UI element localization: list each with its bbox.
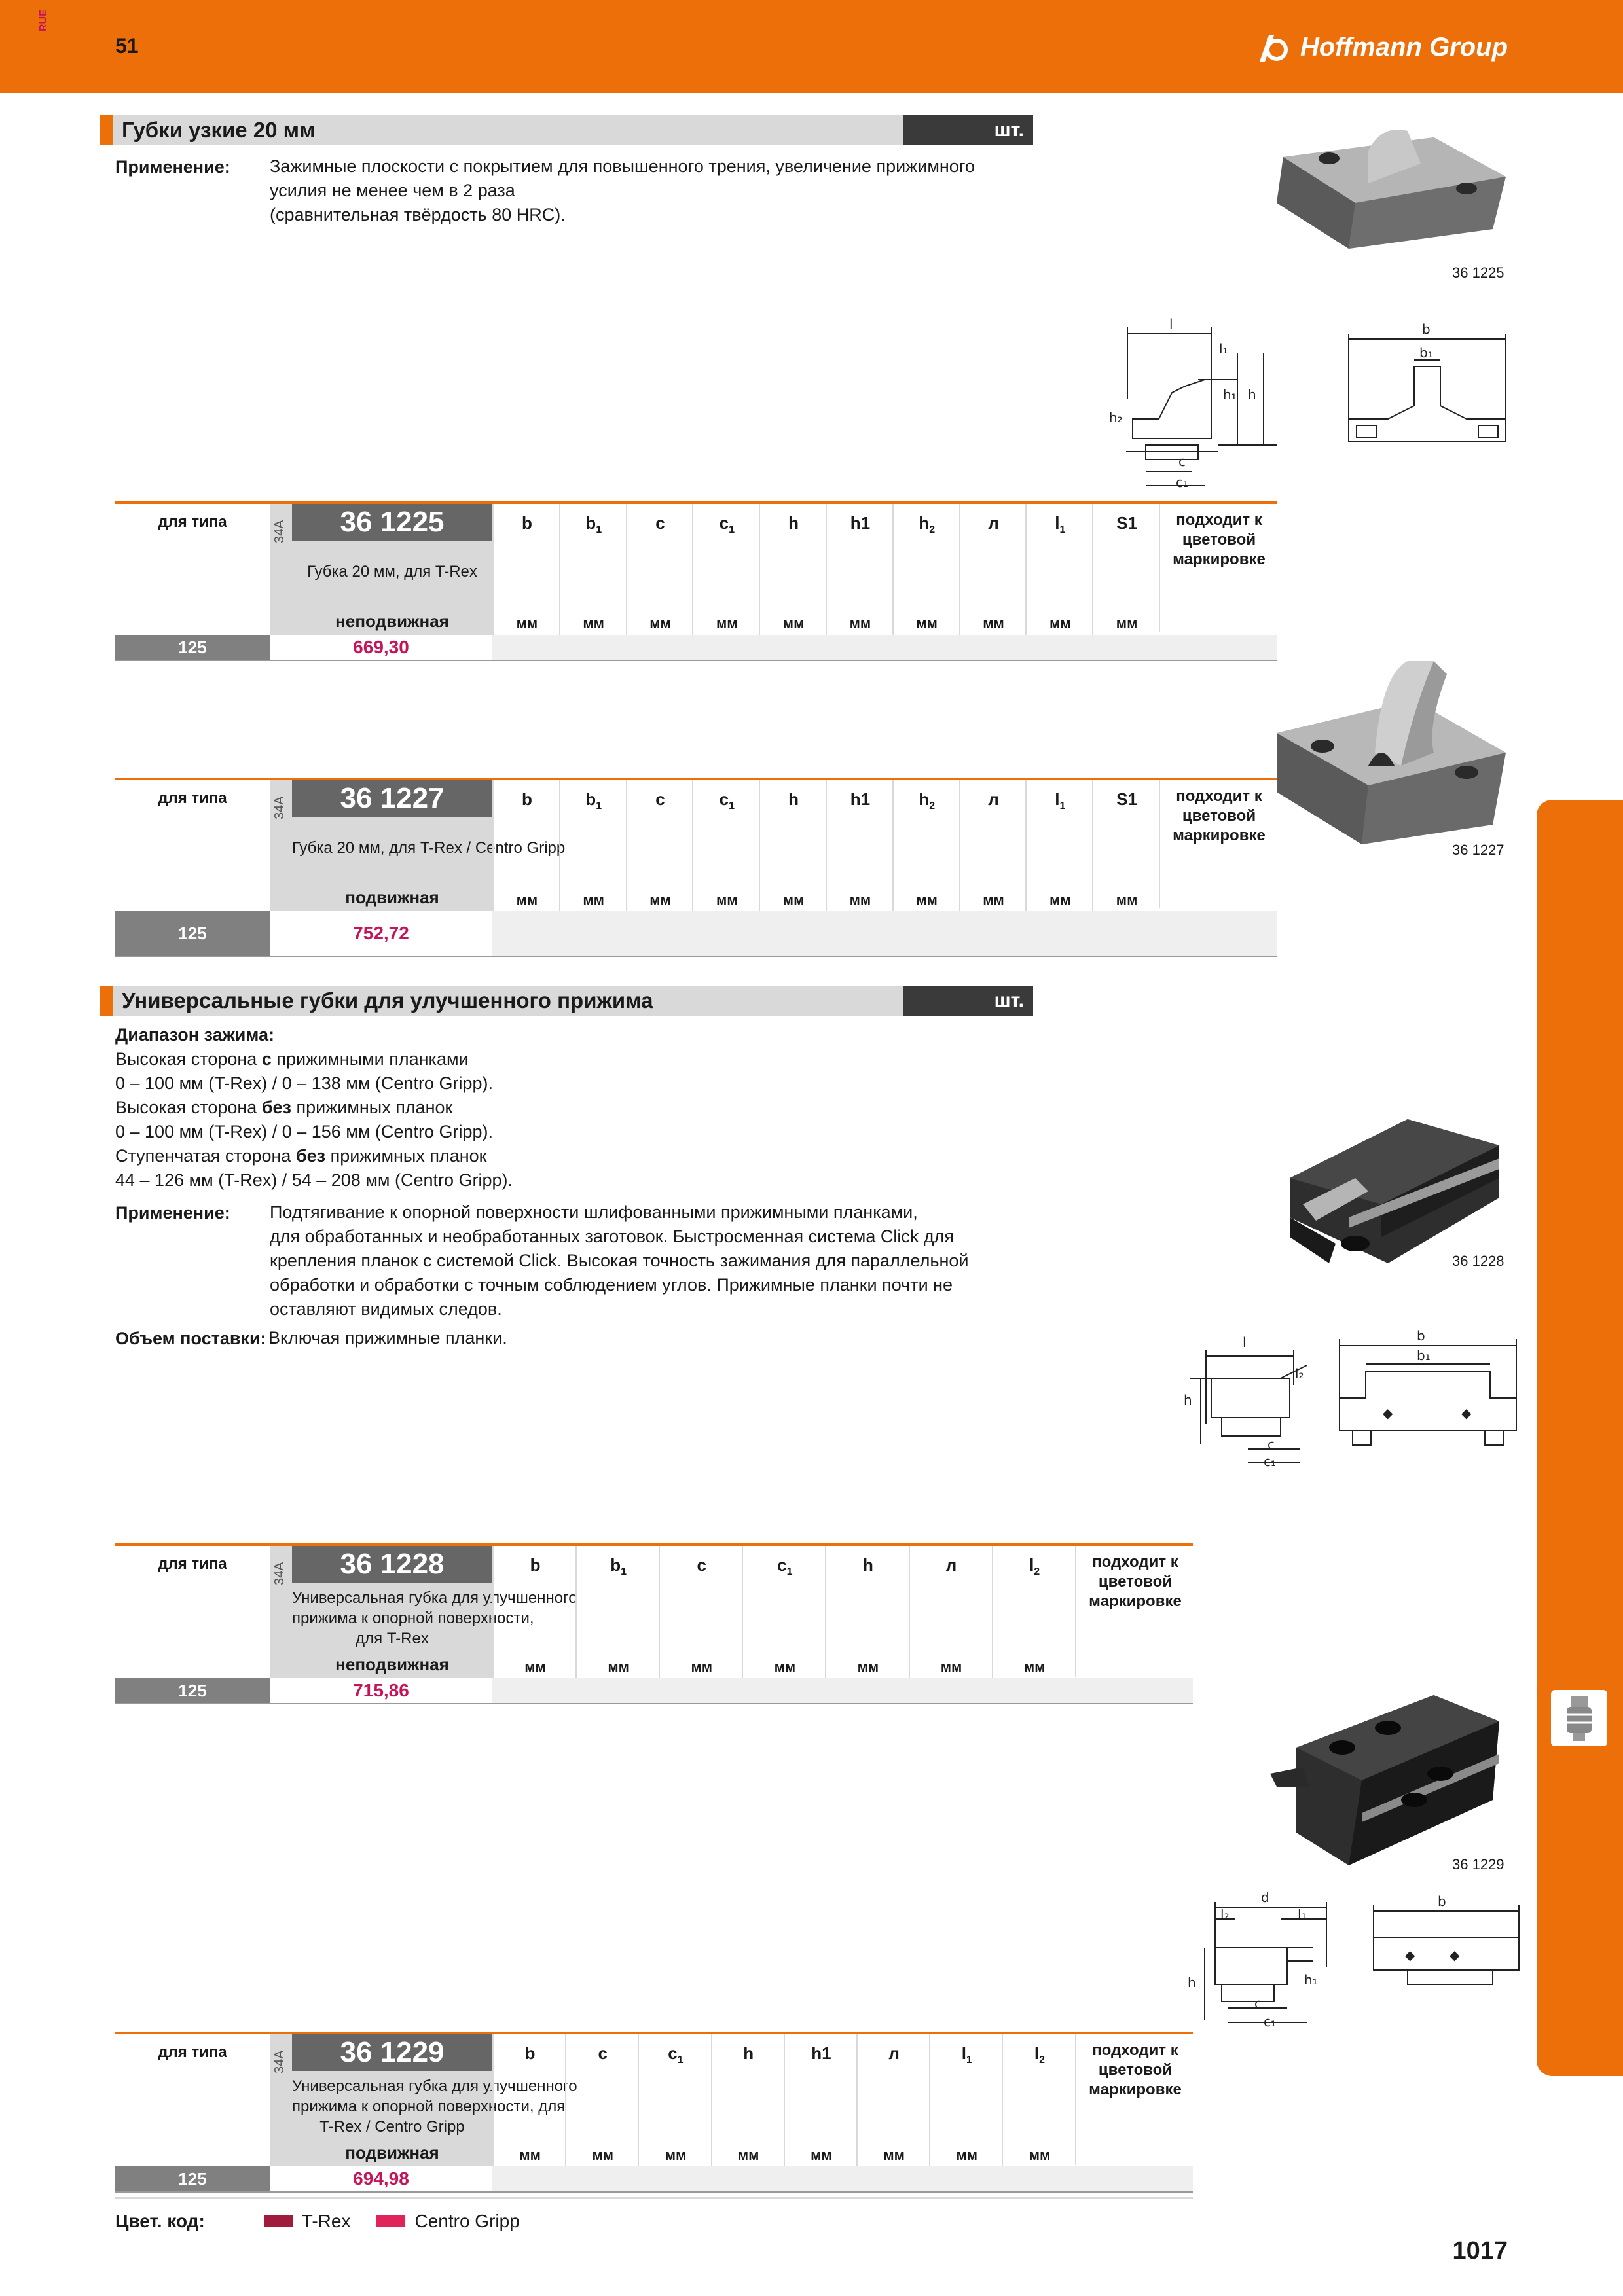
svg-text:h₂: h₂ (1109, 410, 1123, 425)
product-table-361228 (115, 1543, 1193, 1704)
dim-unit: мм (849, 891, 871, 908)
drawing-front-view-361228 (1333, 1326, 1523, 1457)
dim-header: $b_1$ (585, 513, 602, 536)
price-row (115, 2166, 1193, 2191)
svg-text:h: h (1188, 1975, 1196, 1990)
svg-text:◆: ◆ (1450, 1947, 1460, 1963)
dim-unit: мм (1049, 891, 1071, 908)
price-row (115, 635, 1277, 660)
legend-label: Цвет. код: (115, 2211, 205, 2231)
type-value: 125 (115, 1678, 270, 1703)
section-header-narrow-jaws (100, 115, 1033, 145)
dim-header: h1 (850, 789, 871, 809)
dim-header: $l_2$ (1034, 2043, 1046, 2066)
clamping-range-text (115, 1047, 513, 1193)
dim-header: b (521, 789, 532, 809)
type-value: 125 (115, 2166, 270, 2191)
language-code: RUE (38, 9, 49, 31)
catalog-code: 34A (272, 520, 287, 543)
price-value[interactable]: 715,86 (353, 1680, 409, 1700)
trex-swatch (264, 2215, 293, 2227)
movability-label: неподвижная (335, 1655, 449, 1674)
dim-header: $b_1$ (585, 789, 602, 812)
centro-swatch (376, 2215, 405, 2227)
svg-text:◆: ◆ (1461, 1405, 1472, 1421)
dim-unit: мм (1116, 615, 1138, 632)
dim-unit: мм (774, 1659, 796, 1675)
svg-text:l₁: l₁ (1298, 1907, 1307, 1922)
dim-header: $l_1$ (1055, 513, 1066, 536)
article-description: Губка 20 мм, для T-Rex / Centro Gripp (292, 839, 566, 857)
dim-header: c (655, 513, 665, 533)
dim-header: h (743, 2043, 754, 2063)
text-line: Высокая сторона без прижимных планок (115, 1098, 453, 1117)
supply-label: Объем поставки: (115, 1329, 266, 1348)
image-code: 36 1227 (1452, 842, 1504, 858)
dim-header: h (788, 789, 799, 809)
dim-unit: мм (583, 891, 604, 908)
svg-text:c₁: c₁ (1264, 1454, 1277, 1469)
color-fit-header: подходит к цветовой маркировке (1159, 780, 1278, 908)
legend-item-centro (376, 2211, 519, 2232)
product-table-361225 (115, 501, 1277, 661)
movability-label: неподвижная (335, 611, 449, 631)
for-type-label: для типа (158, 1555, 227, 1573)
dim-unit: мм (811, 2147, 832, 2163)
dim-unit: мм (608, 1659, 629, 1675)
image-code: 36 1228 (1452, 1253, 1504, 1269)
dim-header: $l_1$ (1055, 789, 1066, 812)
svg-text:b: b (1417, 1328, 1425, 1344)
drawing-front-view-361225 (1342, 321, 1512, 452)
clamping-range-label: Диапазон зажима: (115, 1025, 274, 1045)
section-marker (100, 986, 113, 1016)
color-fit-header: подходит к цветовой маркировке (1075, 1546, 1194, 1677)
dim-unit: мм (516, 891, 538, 908)
article-description: Универсальная губка для улучшенного прижима к опорной поверхности, для T-Rex / Centro Gripp (292, 2077, 577, 2136)
brand-logo (1257, 30, 1508, 64)
dim-unit: мм (737, 2147, 759, 2163)
svg-text:c₁: c₁ (1264, 2014, 1277, 2030)
dim-unit: мм (849, 615, 871, 632)
dim-unit: мм (592, 2147, 614, 2163)
svg-text:l₂: l₂ (1220, 1907, 1230, 1922)
dim-unit: мм (1029, 2147, 1051, 2163)
product-image-361225 (1270, 118, 1519, 255)
unit-label: шт. (903, 115, 1033, 145)
dim-unit: мм (983, 615, 1004, 632)
dim-header: h (862, 1555, 873, 1575)
top-bar (0, 0, 1623, 93)
text-line: Ступенчатая сторона без прижимных планок (115, 1146, 487, 1166)
dim-header: $l_2$ (1029, 1555, 1040, 1578)
dim-unit: мм (940, 1659, 962, 1675)
dim-unit: мм (1023, 1659, 1046, 1675)
legend-item-label: Centro Gripp (414, 2211, 520, 2231)
dim-unit: мм (782, 891, 805, 908)
image-code: 36 1229 (1452, 1856, 1504, 1873)
price-row (115, 911, 1277, 956)
svg-text:h: h (1248, 387, 1256, 403)
dim-unit: мм (524, 1659, 546, 1675)
type-value: 125 (115, 635, 270, 660)
article-description: Губка 20 мм, для T-Rex (307, 563, 477, 581)
svg-text:l: l (1243, 1335, 1247, 1350)
svg-text:h₁: h₁ (1304, 1972, 1318, 1988)
dim-header: $l_1$ (961, 2043, 972, 2066)
dim-unit: мм (857, 1659, 879, 1675)
dim-unit: мм (983, 891, 1004, 908)
dim-header: b (530, 1555, 541, 1575)
svg-text:◆: ◆ (1405, 1947, 1415, 1963)
dim-unit: мм (649, 891, 671, 908)
catalog-code: 34A (272, 1562, 287, 1585)
dim-unit: мм (1049, 615, 1071, 632)
supply-text: Включая прижимные планки. (268, 1328, 507, 1348)
drawing-front-view-361229 (1368, 1892, 1525, 2009)
type-value: 125 (115, 911, 270, 956)
dim-unit: мм (883, 2147, 905, 2163)
dim-header: c (697, 1555, 706, 1575)
dim-unit: мм (916, 891, 938, 908)
chapter-side-tab[interactable] (1537, 800, 1623, 2076)
legend-item-trex (264, 2211, 351, 2232)
price-value[interactable]: 669,30 (353, 637, 409, 657)
price-value[interactable]: 752,72 (353, 923, 409, 943)
section-title: Универсальные губки для улучшенного прижима (113, 986, 903, 1016)
product-image-361227 (1270, 655, 1519, 844)
dim-header: $h_2$ (919, 789, 936, 812)
dim-header: b (521, 513, 532, 533)
dim-unit: мм (716, 891, 738, 908)
svg-text:c: c (1178, 454, 1186, 469)
unit-label: шт. (903, 986, 1033, 1016)
catalog-code: 34A (272, 2050, 287, 2073)
legend-item-label: T-Rex (301, 2211, 351, 2231)
dim-header: S1 (1116, 513, 1137, 533)
dim-header: h (788, 513, 799, 533)
hoffmann-logo-icon (1257, 33, 1296, 62)
dim-header: h1 (850, 513, 871, 533)
text-line: Зажимные плоскости с покрытием для повышенного трения, увеличение прижимного (270, 156, 976, 176)
dim-header: $c_1$ (668, 2043, 684, 2066)
dim-unit: мм (519, 2147, 541, 2163)
svg-text:d: d (1261, 1890, 1269, 1905)
application-label: Применение: (115, 157, 230, 177)
price-value[interactable]: 694,98 (353, 2168, 409, 2189)
text-line: 0 – 100 мм (T-Rex) / 0 – 156 мм (Centro Gripp). (115, 1122, 493, 1141)
price-row (115, 1678, 1193, 1703)
for-type-label: для типа (158, 513, 227, 531)
dim-header: $h_2$ (919, 513, 936, 536)
section-title: Губки узкие 20 мм (113, 115, 903, 145)
dim-unit: мм (691, 1659, 713, 1675)
drawing-side-view-361225 (1106, 314, 1290, 491)
article-number: 36 1228 (292, 1546, 492, 1583)
svg-text:b₁: b₁ (1419, 345, 1433, 361)
article-number: 36 1225 (292, 504, 492, 541)
dim-unit: мм (665, 2147, 687, 2163)
dim-unit: мм (782, 615, 805, 632)
dim-unit: мм (716, 615, 738, 632)
dim-unit: мм (583, 615, 604, 632)
section-header-universal-jaws (100, 986, 1033, 1016)
text-line: 0 – 100 мм (T-Rex) / 0 – 138 мм (Centro Gripp). (115, 1073, 493, 1093)
article-cell (270, 780, 566, 911)
dim-header: $b_1$ (610, 1555, 627, 1578)
for-type-label: для типа (158, 2043, 227, 2061)
svg-text:l: l (1169, 316, 1173, 332)
svg-text:h: h (1184, 1392, 1192, 1408)
dim-header: h1 (811, 2043, 831, 2063)
text-line: усилия не менее чем в 2 раза (270, 181, 515, 200)
dim-header: c (598, 2043, 608, 2063)
svg-text:c₁: c₁ (1176, 475, 1189, 490)
dim-header: $c_1$ (777, 1555, 793, 1578)
dim-header: л (988, 513, 999, 533)
dim-header: S1 (1116, 789, 1137, 809)
article-number: 36 1229 (292, 2034, 492, 2071)
drawing-side-view-361228 (1182, 1333, 1313, 1470)
movability-label: подвижная (345, 2143, 439, 2162)
dim-header: $c_1$ (719, 513, 735, 536)
brand-name: Hoffmann Group (1300, 32, 1508, 62)
dim-header: л (988, 789, 999, 809)
svg-text:c: c (1254, 1996, 1262, 2011)
footer-separator (115, 2197, 1193, 2199)
for-type-label: для типа (158, 789, 227, 807)
movability-label: подвижная (345, 888, 439, 907)
image-code: 36 1225 (1452, 264, 1504, 281)
svg-text:l₂: l₂ (1295, 1366, 1304, 1382)
article-cell (270, 504, 492, 635)
dim-unit: мм (916, 615, 938, 632)
product-table-361227 (115, 778, 1277, 957)
color-fit-header: подходит к цветовой маркировке (1159, 504, 1278, 632)
article-description: Универсальная губка для улучшенного прижима к опорной поверхности, для T-Rex (292, 1589, 577, 1647)
dim-header: c (655, 789, 665, 809)
dim-unit: мм (1116, 891, 1138, 908)
svg-text:b₁: b₁ (1417, 1348, 1431, 1363)
section-marker (100, 115, 113, 145)
dim-header: л (888, 2043, 900, 2063)
color-fit-header: подходит к цветовой маркировке (1075, 2034, 1194, 2165)
svg-text:h₁: h₁ (1223, 387, 1237, 403)
chuck-jaw-icon (1551, 1690, 1607, 1746)
svg-text:b: b (1422, 321, 1431, 337)
dim-unit: мм (649, 615, 671, 632)
dim-header: b (524, 2043, 536, 2063)
product-image-361229 (1270, 1676, 1519, 1872)
dim-unit: мм (956, 2147, 978, 2163)
svg-text:l₁: l₁ (1219, 341, 1228, 357)
svg-text:b: b (1438, 1893, 1446, 1909)
catalog-code: 34A (272, 796, 287, 819)
text-line: Высокая сторона с прижимными планками (115, 1049, 469, 1069)
text-line: (сравнительная твёрдость 80 HRC). (270, 205, 566, 224)
text-line: 44 – 126 мм (T-Rex) / 54 – 208 мм (Centro Gripp). (115, 1170, 513, 1190)
section-number: 51 (115, 34, 139, 58)
svg-text:c: c (1267, 1437, 1275, 1452)
dim-header: $c_1$ (719, 789, 735, 812)
drawing-side-view-361229 (1182, 1889, 1346, 2033)
product-table-361229 (115, 2032, 1193, 2193)
application-text: Подтягивание к опорной поверхности шлифованными прижимными планками, для обработанных и необработанных заготовок. Быстросменная система Click для крепления планок с системой Click. Высокая точность зажимания для параллельной обработки и обработки с точным соблюдением углов. Прижимные планки почти не оставляют видимых следов. (270, 1202, 969, 1319)
svg-text:◆: ◆ (1383, 1405, 1393, 1421)
application-text (270, 154, 975, 227)
page-number: 1017 (1452, 2237, 1508, 2265)
article-number: 36 1227 (292, 780, 492, 817)
dim-unit: мм (516, 615, 538, 632)
dim-header: л (945, 1555, 957, 1575)
application-label: Применение: (115, 1203, 230, 1223)
color-code-legend (115, 2208, 546, 2234)
